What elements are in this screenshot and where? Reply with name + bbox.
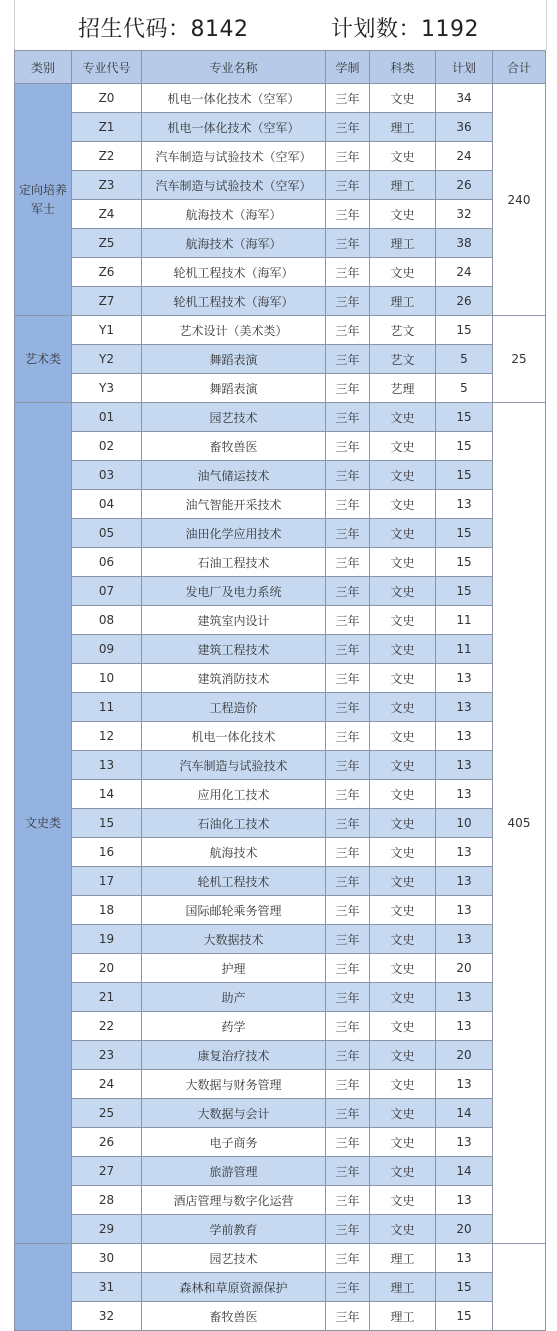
years-cell: 三年: [326, 200, 370, 229]
years-cell: 三年: [326, 1070, 370, 1099]
name-cell: 大数据与会计: [142, 1099, 326, 1128]
name-cell: 汽车制造与试验技术（空军）: [142, 142, 326, 171]
years-cell: 三年: [326, 1041, 370, 1070]
table-row: [15, 1215, 546, 1244]
code-cell: Z0: [72, 84, 142, 113]
type-cell: 文史: [370, 1215, 436, 1244]
plan-cell: 13: [436, 1128, 493, 1157]
name-cell: 汽车制造与试验技术（空军）: [142, 171, 326, 200]
name-cell: 舞蹈表演: [142, 374, 326, 403]
type-cell: 文史: [370, 606, 436, 635]
name-cell: 大数据技术: [142, 925, 326, 954]
table-row: [15, 635, 546, 664]
table-row: [15, 142, 546, 171]
code-cell: 01: [72, 403, 142, 432]
code-cell: 08: [72, 606, 142, 635]
table-row: [15, 983, 546, 1012]
plan-cell: 15: [436, 1302, 493, 1331]
plan-cell: 5: [436, 374, 493, 403]
code-cell: Z3: [72, 171, 142, 200]
plan-cell: 36: [436, 113, 493, 142]
name-cell: 国际邮轮乘务管理: [142, 896, 326, 925]
name-cell: 机电一体化技术（空军）: [142, 84, 326, 113]
table-body: [15, 84, 546, 1331]
name-cell: 航海技术（海军）: [142, 200, 326, 229]
years-cell: 三年: [326, 954, 370, 983]
code-cell: 09: [72, 635, 142, 664]
table-row: [15, 548, 546, 577]
name-cell: 旅游管理: [142, 1157, 326, 1186]
code-cell: 14: [72, 780, 142, 809]
table-row: [15, 925, 546, 954]
years-cell: 三年: [326, 780, 370, 809]
plan-cell: 34: [436, 84, 493, 113]
type-cell: 文史: [370, 1012, 436, 1041]
years-cell: 三年: [326, 577, 370, 606]
table-row: [15, 722, 546, 751]
code-cell: 20: [72, 954, 142, 983]
type-cell: 文史: [370, 693, 436, 722]
years-cell: 三年: [326, 142, 370, 171]
code-cell: 17: [72, 867, 142, 896]
group-total-cell: [493, 1244, 546, 1331]
years-cell: 三年: [326, 1157, 370, 1186]
table-row: [15, 1302, 546, 1331]
plan-cell: 15: [436, 403, 493, 432]
code-cell: 02: [72, 432, 142, 461]
plan-cell: 13: [436, 838, 493, 867]
table-row: [15, 316, 546, 345]
plan-cell: 13: [436, 693, 493, 722]
enrollment-plan-table: [14, 50, 546, 1331]
name-cell: 酒店管理与数字化运营: [142, 1186, 326, 1215]
years-cell: 三年: [326, 171, 370, 200]
name-cell: 护理: [142, 954, 326, 983]
type-cell: 文史: [370, 838, 436, 867]
years-cell: 三年: [326, 1302, 370, 1331]
type-cell: 艺文: [370, 316, 436, 345]
table-row: [15, 780, 546, 809]
plan-cell: 5: [436, 345, 493, 374]
code-cell: Z1: [72, 113, 142, 142]
code-cell: 19: [72, 925, 142, 954]
code-cell: 05: [72, 519, 142, 548]
name-cell: 油气储运技术: [142, 461, 326, 490]
plan-cell: 15: [436, 519, 493, 548]
type-cell: 理工: [370, 229, 436, 258]
code-cell: 12: [72, 722, 142, 751]
type-cell: 艺文: [370, 345, 436, 374]
name-cell: 艺术设计（美术类）: [142, 316, 326, 345]
code-cell: Y3: [72, 374, 142, 403]
plan-cell: 20: [436, 1041, 493, 1070]
code-cell: Z2: [72, 142, 142, 171]
name-cell: 助产: [142, 983, 326, 1012]
name-cell: 建筑消防技术: [142, 664, 326, 693]
years-cell: 三年: [326, 461, 370, 490]
name-cell: 园艺技术: [142, 403, 326, 432]
code-cell: Y1: [72, 316, 142, 345]
plan-cell: 32: [436, 200, 493, 229]
plan-cell: 11: [436, 606, 493, 635]
plan-cell: 13: [436, 780, 493, 809]
plan-cell: 15: [436, 577, 493, 606]
category-cell: 艺术类: [15, 316, 72, 403]
plan-cell: 13: [436, 664, 493, 693]
code-cell: 04: [72, 490, 142, 519]
code-cell: 32: [72, 1302, 142, 1331]
type-cell: 文史: [370, 664, 436, 693]
plan-cell: 15: [436, 1273, 493, 1302]
type-cell: 文史: [370, 722, 436, 751]
years-cell: 三年: [326, 490, 370, 519]
plan-cell: 13: [436, 722, 493, 751]
years-cell: 三年: [326, 1244, 370, 1273]
group-total-cell: 240: [493, 84, 546, 316]
table-row: [15, 374, 546, 403]
type-cell: 文史: [370, 1186, 436, 1215]
name-cell: 汽车制造与试验技术: [142, 751, 326, 780]
col-header-type: 科类: [370, 51, 436, 84]
name-cell: 康复治疗技术: [142, 1041, 326, 1070]
code-cell: 07: [72, 577, 142, 606]
name-cell: 机电一体化技术: [142, 722, 326, 751]
code-cell: 11: [72, 693, 142, 722]
plan-cell: 13: [436, 751, 493, 780]
table-row: [15, 606, 546, 635]
years-cell: 三年: [326, 548, 370, 577]
name-cell: 药学: [142, 1012, 326, 1041]
name-cell: 舞蹈表演: [142, 345, 326, 374]
code-cell: 29: [72, 1215, 142, 1244]
years-cell: 三年: [326, 664, 370, 693]
code-cell: 27: [72, 1157, 142, 1186]
plan-cell: 14: [436, 1099, 493, 1128]
type-cell: 文史: [370, 1099, 436, 1128]
type-cell: 文史: [370, 809, 436, 838]
name-cell: 轮机工程技术（海军）: [142, 258, 326, 287]
type-cell: 理工: [370, 1244, 436, 1273]
table-row: [15, 838, 546, 867]
years-cell: 三年: [326, 722, 370, 751]
type-cell: 文史: [370, 490, 436, 519]
code-cell: 03: [72, 461, 142, 490]
years-cell: 三年: [326, 84, 370, 113]
name-cell: 建筑工程技术: [142, 635, 326, 664]
category-cell: 文史类: [15, 403, 72, 1244]
plan-cell: 26: [436, 287, 493, 316]
years-cell: 三年: [326, 258, 370, 287]
table-row: [15, 751, 546, 780]
type-cell: 艺理: [370, 374, 436, 403]
type-cell: 文史: [370, 461, 436, 490]
name-cell: 航海技术: [142, 838, 326, 867]
name-cell: 发电厂及电力系统: [142, 577, 326, 606]
table-row: [15, 200, 546, 229]
type-cell: 文史: [370, 1128, 436, 1157]
code-cell: 28: [72, 1186, 142, 1215]
code-cell: 24: [72, 1070, 142, 1099]
name-cell: 园艺技术: [142, 1244, 326, 1273]
table-row: [15, 345, 546, 374]
code-cell: 15: [72, 809, 142, 838]
type-cell: 文史: [370, 1041, 436, 1070]
plan-cell: 13: [436, 867, 493, 896]
code-cell: 22: [72, 1012, 142, 1041]
name-cell: 学前教育: [142, 1215, 326, 1244]
type-cell: 文史: [370, 1070, 436, 1099]
group-total-cell: 25: [493, 316, 546, 403]
years-cell: 三年: [326, 519, 370, 548]
code-cell: 13: [72, 751, 142, 780]
table-row: [15, 693, 546, 722]
years-cell: 三年: [326, 606, 370, 635]
table-row: [15, 577, 546, 606]
years-cell: 三年: [326, 113, 370, 142]
name-cell: 工程造价: [142, 693, 326, 722]
table-row: [15, 229, 546, 258]
plan-cell: 13: [436, 1012, 493, 1041]
plan-cell: 14: [436, 1157, 493, 1186]
plan-cell: 13: [436, 1070, 493, 1099]
years-cell: 三年: [326, 287, 370, 316]
name-cell: 机电一体化技术（空军）: [142, 113, 326, 142]
table-row: [15, 664, 546, 693]
name-cell: 航海技术（海军）: [142, 229, 326, 258]
code-cell: Z4: [72, 200, 142, 229]
type-cell: 文史: [370, 577, 436, 606]
years-cell: 三年: [326, 693, 370, 722]
code-cell: 23: [72, 1041, 142, 1070]
name-cell: 建筑室内设计: [142, 606, 326, 635]
table-row: [15, 113, 546, 142]
name-cell: 大数据与财务管理: [142, 1070, 326, 1099]
code-cell: Z6: [72, 258, 142, 287]
years-cell: 三年: [326, 1273, 370, 1302]
years-cell: 三年: [326, 983, 370, 1012]
table-row: [15, 1128, 546, 1157]
years-cell: 三年: [326, 838, 370, 867]
name-cell: 石油化工技术: [142, 809, 326, 838]
plan-cell: 20: [436, 1215, 493, 1244]
type-cell: 文史: [370, 1157, 436, 1186]
code-cell: Z7: [72, 287, 142, 316]
code-cell: Z5: [72, 229, 142, 258]
table-row: [15, 1186, 546, 1215]
name-cell: 油田化学应用技术: [142, 519, 326, 548]
table-row: [15, 896, 546, 925]
table-row: [15, 1273, 546, 1302]
years-cell: 三年: [326, 432, 370, 461]
type-cell: 理工: [370, 1302, 436, 1331]
table-row: [15, 171, 546, 200]
name-cell: 轮机工程技术: [142, 867, 326, 896]
type-cell: 文史: [370, 896, 436, 925]
plan-cell: 13: [436, 1244, 493, 1273]
plan-cell: 15: [436, 461, 493, 490]
years-cell: 三年: [326, 1186, 370, 1215]
name-cell: 应用化工技术: [142, 780, 326, 809]
name-cell: 轮机工程技术（海军）: [142, 287, 326, 316]
type-cell: 文史: [370, 519, 436, 548]
years-cell: 三年: [326, 1128, 370, 1157]
col-header-category: 类别: [15, 51, 72, 84]
type-cell: 理工: [370, 1273, 436, 1302]
table-header-row: [15, 51, 546, 84]
category-cell: [15, 1244, 72, 1331]
plan-cell: 13: [436, 1186, 493, 1215]
plan-cell: 24: [436, 142, 493, 171]
plan-cell: 26: [436, 171, 493, 200]
name-cell: 油气智能开采技术: [142, 490, 326, 519]
years-cell: 三年: [326, 1099, 370, 1128]
plan-cell: 20: [436, 954, 493, 983]
years-cell: 三年: [326, 1012, 370, 1041]
table-row: [15, 1070, 546, 1099]
page-header: [14, 0, 547, 50]
table-row: [15, 1041, 546, 1070]
name-cell: 森林和草原资源保护: [142, 1273, 326, 1302]
type-cell: 理工: [370, 113, 436, 142]
col-header-total: 合计: [493, 51, 546, 84]
code-cell: 21: [72, 983, 142, 1012]
type-cell: 文史: [370, 954, 436, 983]
years-cell: 三年: [326, 896, 370, 925]
table-row: [15, 403, 546, 432]
plan-cell: 13: [436, 983, 493, 1012]
table-row: [15, 258, 546, 287]
type-cell: 文史: [370, 925, 436, 954]
plan-cell: 10: [436, 809, 493, 838]
code-cell: 10: [72, 664, 142, 693]
type-cell: 文史: [370, 258, 436, 287]
plan-cell: 15: [436, 548, 493, 577]
table-row: [15, 84, 546, 113]
plan-cell: 13: [436, 896, 493, 925]
name-cell: 畜牧兽医: [142, 432, 326, 461]
plan-cell: 38: [436, 229, 493, 258]
table-row: [15, 1012, 546, 1041]
years-cell: 三年: [326, 403, 370, 432]
table-row: [15, 432, 546, 461]
col-header-plan: 计划: [436, 51, 493, 84]
type-cell: 理工: [370, 287, 436, 316]
type-cell: 文史: [370, 142, 436, 171]
years-cell: 三年: [326, 925, 370, 954]
years-cell: 三年: [326, 751, 370, 780]
type-cell: 文史: [370, 200, 436, 229]
category-cell: 定向培养军士: [15, 84, 72, 316]
table-row: [15, 287, 546, 316]
code-cell: 18: [72, 896, 142, 925]
type-cell: 文史: [370, 635, 436, 664]
code-cell: 30: [72, 1244, 142, 1273]
type-cell: 文史: [370, 867, 436, 896]
name-cell: 畜牧兽医: [142, 1302, 326, 1331]
type-cell: 文史: [370, 983, 436, 1012]
code-cell: 06: [72, 548, 142, 577]
table-row: [15, 461, 546, 490]
table-row: [15, 1157, 546, 1186]
col-header-code: 专业代号: [72, 51, 142, 84]
name-cell: 电子商务: [142, 1128, 326, 1157]
code-cell: 16: [72, 838, 142, 867]
code-cell: 25: [72, 1099, 142, 1128]
table-row: [15, 1244, 546, 1273]
type-cell: 理工: [370, 171, 436, 200]
enrollment-code-title: 招生代码：8142: [78, 17, 249, 42]
table-row: [15, 809, 546, 838]
plan-cell: 15: [436, 432, 493, 461]
years-cell: 三年: [326, 374, 370, 403]
table-row: [15, 867, 546, 896]
years-cell: 三年: [326, 345, 370, 374]
type-cell: 文史: [370, 780, 436, 809]
years-cell: 三年: [326, 1215, 370, 1244]
years-cell: 三年: [326, 809, 370, 838]
col-header-years: 学制: [326, 51, 370, 84]
group-total-cell: 405: [493, 403, 546, 1244]
type-cell: 文史: [370, 403, 436, 432]
code-cell: 31: [72, 1273, 142, 1302]
table-row: [15, 490, 546, 519]
years-cell: 三年: [326, 316, 370, 345]
plan-count-title: 计划数：1192: [331, 17, 479, 42]
plan-cell: 13: [436, 925, 493, 954]
plan-cell: 15: [436, 316, 493, 345]
table-row: [15, 1099, 546, 1128]
type-cell: 文史: [370, 432, 436, 461]
table-row: [15, 954, 546, 983]
type-cell: 文史: [370, 751, 436, 780]
name-cell: 石油工程技术: [142, 548, 326, 577]
plan-cell: 11: [436, 635, 493, 664]
years-cell: 三年: [326, 867, 370, 896]
plan-cell: 13: [436, 490, 493, 519]
col-header-name: 专业名称: [142, 51, 326, 84]
table-row: [15, 519, 546, 548]
code-cell: Y2: [72, 345, 142, 374]
type-cell: 文史: [370, 548, 436, 577]
years-cell: 三年: [326, 635, 370, 664]
plan-cell: 24: [436, 258, 493, 287]
code-cell: 26: [72, 1128, 142, 1157]
type-cell: 文史: [370, 84, 436, 113]
years-cell: 三年: [326, 229, 370, 258]
